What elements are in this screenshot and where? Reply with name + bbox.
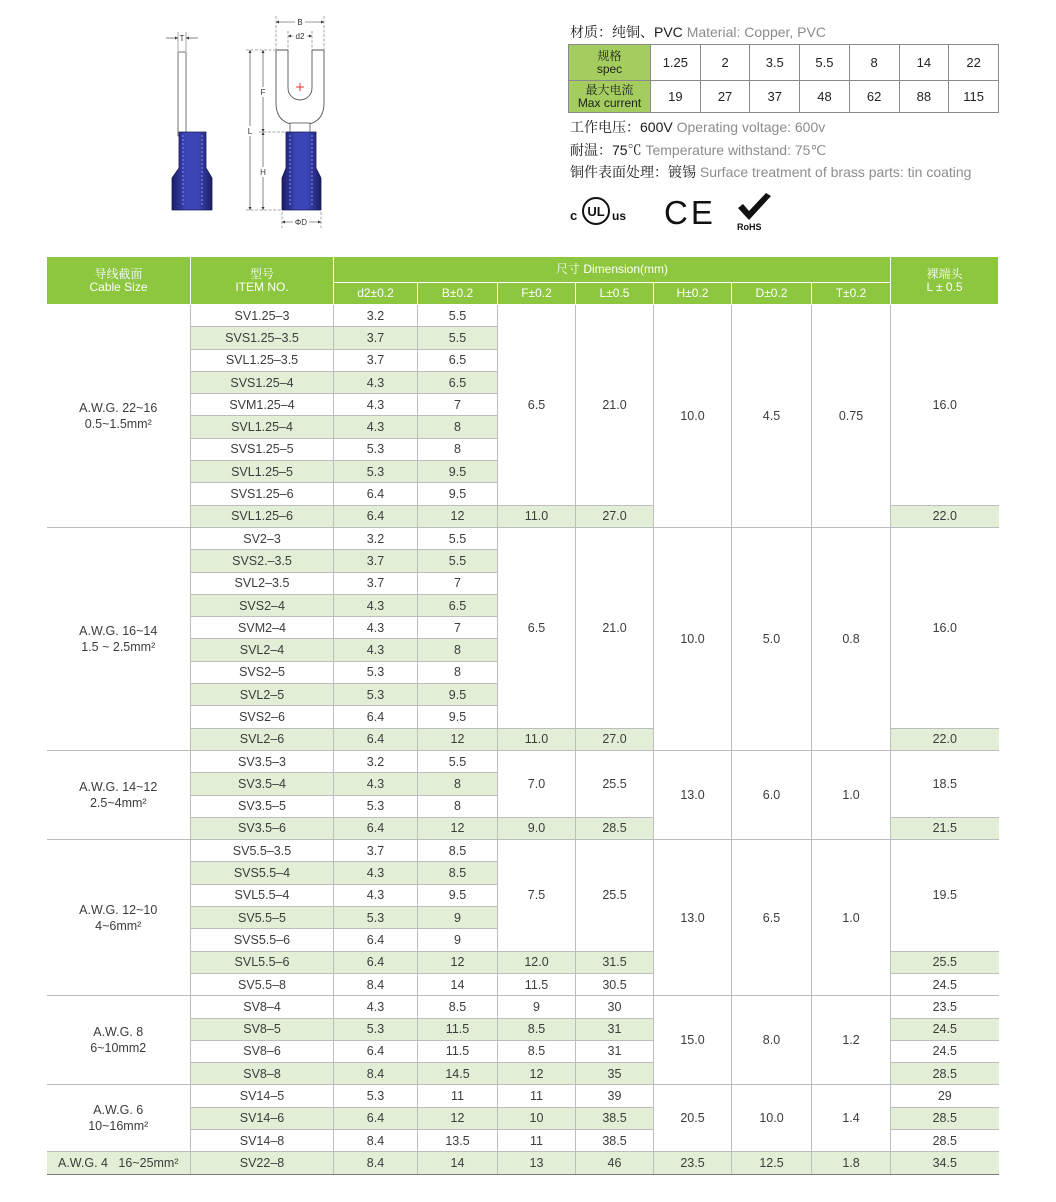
cell-d2: 5.3	[334, 684, 418, 706]
cell-l: 38.5	[576, 1129, 654, 1151]
cell-item-no: SVL2–3.5	[191, 572, 334, 594]
current-label-en: Max current	[577, 95, 642, 110]
current-label-cn: 最大电流	[585, 82, 634, 97]
cell-bare-l: 28.5	[891, 1063, 999, 1085]
side-view-pin	[178, 52, 186, 136]
spec-value: 3.5	[750, 45, 800, 81]
cell-item-no: SV3.5–6	[191, 817, 334, 839]
cell-d: 5.0	[732, 527, 812, 750]
cell-d2: 3.7	[334, 327, 418, 349]
cable-size-cell	[47, 527, 191, 750]
header-dimension: 尺寸 Dimension(mm)	[334, 257, 891, 283]
cell-d2: 6.4	[334, 728, 418, 750]
cell-b: 11.5	[418, 1018, 498, 1040]
ce-mark: CE	[664, 194, 716, 231]
cell-l: 27.0	[576, 728, 654, 750]
cell-d2: 4.3	[334, 617, 418, 639]
cell-f: 8.5	[498, 1040, 576, 1062]
cell-item-no: SV14–6	[191, 1107, 334, 1129]
cell-bare-l: 22.0	[891, 505, 999, 527]
dim-label-d2: d2	[295, 32, 305, 41]
cell-d2: 8.4	[334, 1063, 418, 1085]
cable-size-cell	[47, 1085, 191, 1152]
cell-d2: 6.4	[334, 1040, 418, 1062]
cell-d2: 4.3	[334, 773, 418, 795]
cell-b: 9	[418, 907, 498, 929]
cable-size-line: 10~16mm²	[88, 1119, 149, 1134]
cell-item-no: SVS2–4	[191, 594, 334, 616]
cell-f: 8.5	[498, 1018, 576, 1040]
spec-value: 8	[849, 45, 899, 81]
cell-t: 1.2	[812, 996, 891, 1085]
cell-t: 1.4	[812, 1085, 891, 1152]
cell-d2: 6.4	[334, 951, 418, 973]
spec-label-cn: 规格	[597, 48, 622, 63]
cell-item-no: SV8–5	[191, 1018, 334, 1040]
cell-d2: 8.4	[334, 1129, 418, 1151]
cell-bare-l: 19.5	[891, 840, 999, 951]
cell-item-no: SV14–8	[191, 1129, 334, 1151]
culus-us: us	[612, 209, 627, 223]
cell-bare-l: 24.5	[891, 1018, 999, 1040]
cell-item-no: SVS1.25–6	[191, 483, 334, 505]
cell-bare-l: 24.5	[891, 1040, 999, 1062]
cell-f: 13	[498, 1152, 576, 1174]
cell-t: 1.0	[812, 750, 891, 839]
cell-bare-l: 21.5	[891, 817, 999, 839]
cell-b: 8	[418, 639, 498, 661]
cell-b: 12	[418, 728, 498, 750]
cell-b: 8	[418, 438, 498, 460]
header-bare-cn: 裸端头	[926, 266, 963, 281]
cell-l: 31	[576, 1040, 654, 1062]
cell-b: 6.5	[418, 371, 498, 393]
certification-logos	[566, 190, 786, 234]
spec-row-label	[569, 45, 651, 81]
cell-d2: 3.2	[334, 750, 418, 772]
header-f: F±0.2	[498, 283, 576, 305]
center-mark-icon	[296, 83, 304, 91]
cell-item-no: SV8–6	[191, 1040, 334, 1062]
spec-value: 5.5	[800, 45, 850, 81]
rohs-mark: RoHS	[737, 222, 762, 232]
cell-b: 7	[418, 572, 498, 594]
cell-d2: 8.4	[334, 973, 418, 995]
cell-item-no: SV1.25–3	[191, 305, 334, 327]
cell-b: 9.5	[418, 884, 498, 906]
surface-treatment-en: Surface treatment of brass parts: tin coating	[699, 164, 972, 180]
cell-l: 30.5	[576, 973, 654, 995]
cell-b: 9	[418, 929, 498, 951]
cell-d2: 5.3	[334, 661, 418, 683]
cable-size-line: 6~10mm2	[90, 1041, 147, 1056]
cable-size-cell	[47, 750, 191, 839]
cell-item-no: SVS1.25–4	[191, 371, 334, 393]
dim-label-f: F	[260, 88, 266, 97]
cell-d2: 6.4	[334, 505, 418, 527]
dim-label-t: T	[179, 34, 185, 43]
header-d: D±0.2	[732, 283, 812, 305]
voltage-line	[570, 118, 825, 136]
cell-d2: 5.3	[334, 438, 418, 460]
cell-d2: 4.3	[334, 639, 418, 661]
cell-item-no: SV5.5–8	[191, 973, 334, 995]
dim-label-diameter: ΦD	[294, 218, 308, 227]
header-bare-en: L ± 0.5	[926, 279, 963, 294]
cell-b: 14	[418, 1152, 498, 1174]
header-l: L±0.5	[576, 283, 654, 305]
temperature-line	[570, 141, 826, 159]
material-en: Material: Copper, PVC	[686, 24, 826, 40]
max-current-value: 48	[800, 81, 850, 113]
header-cable-size	[47, 257, 191, 305]
max-current-value: 27	[700, 81, 750, 113]
culus-mark-icon	[570, 198, 626, 224]
cable-size-line: A.W.G. 4 16~25mm²	[57, 1155, 179, 1170]
cell-bare-l: 22.0	[891, 728, 999, 750]
cell-b: 5.5	[418, 550, 498, 572]
cell-bare-l: 34.5	[891, 1152, 999, 1174]
cell-d: 10.0	[732, 1085, 812, 1152]
cell-b: 11.5	[418, 1040, 498, 1062]
cell-item-no: SV14–5	[191, 1085, 334, 1107]
cell-bare-l: 28.5	[891, 1129, 999, 1151]
table-row	[47, 840, 999, 862]
table-row	[47, 305, 999, 327]
cell-l: 31	[576, 1018, 654, 1040]
cell-item-no: SVS1.25–3.5	[191, 327, 334, 349]
cell-b: 8	[418, 773, 498, 795]
terminal-technical-drawing	[150, 8, 350, 240]
cell-item-no: SV5.5–5	[191, 907, 334, 929]
side-view	[166, 32, 212, 210]
cell-f: 11.0	[498, 728, 576, 750]
cell-item-no: SVL1.25–3.5	[191, 349, 334, 371]
cell-b: 14.5	[418, 1063, 498, 1085]
cable-size-line: A.W.G. 12~10	[79, 902, 158, 917]
cell-item-no: SVL1.25–4	[191, 416, 334, 438]
cell-b: 8	[418, 416, 498, 438]
cell-b: 11	[418, 1085, 498, 1107]
cell-l: 35	[576, 1063, 654, 1085]
cell-b: 8	[418, 661, 498, 683]
cell-d2: 4.3	[334, 862, 418, 884]
cell-h: 10.0	[654, 305, 732, 528]
cell-b: 5.5	[418, 327, 498, 349]
cable-size-line: A.W.G. 16~14	[79, 623, 158, 638]
cell-h: 10.0	[654, 527, 732, 750]
cell-d2: 5.3	[334, 1018, 418, 1040]
cell-item-no: SVL2–4	[191, 639, 334, 661]
max-current-value: 37	[750, 81, 800, 113]
spec-current-table	[568, 44, 999, 113]
cell-d2: 3.7	[334, 550, 418, 572]
header-bare-end	[891, 257, 999, 305]
cell-d2: 3.7	[334, 572, 418, 594]
cell-d2: 4.3	[334, 371, 418, 393]
cell-l: 39	[576, 1085, 654, 1107]
cable-size-line: A.W.G. 8	[93, 1025, 144, 1040]
table-row	[47, 996, 999, 1018]
cell-d2: 5.3	[334, 461, 418, 483]
cell-item-no: SV3.5–5	[191, 795, 334, 817]
header-item-no	[191, 257, 334, 305]
cell-l: 21.0	[576, 305, 654, 506]
max-current-row-label	[569, 81, 651, 113]
cell-d: 6.5	[732, 840, 812, 996]
cell-bare-l: 25.5	[891, 951, 999, 973]
cell-item-no: SVS1.25–5	[191, 438, 334, 460]
cell-f: 6.5	[498, 305, 576, 506]
front-view-sleeve	[282, 132, 321, 210]
header-item-cn: 型号	[249, 266, 274, 281]
cell-item-no: SV3.5–3	[191, 750, 334, 772]
cell-f: 11.5	[498, 973, 576, 995]
cell-b: 12	[418, 1107, 498, 1129]
cell-b: 12	[418, 817, 498, 839]
cell-f: 7.5	[498, 840, 576, 951]
cell-d2: 5.3	[334, 795, 418, 817]
cell-item-no: SVL5.5–4	[191, 884, 334, 906]
header-d2: d2±0.2	[334, 283, 418, 305]
cell-item-no: SVL2–5	[191, 684, 334, 706]
cell-d2: 6.4	[334, 929, 418, 951]
cell-b: 8.5	[418, 840, 498, 862]
table-header	[47, 257, 999, 305]
cell-item-no: SV8–8	[191, 1063, 334, 1085]
cell-d2: 3.2	[334, 305, 418, 327]
cell-f: 12.0	[498, 951, 576, 973]
cell-item-no: SV8–4	[191, 996, 334, 1018]
cell-item-no: SVL1.25–6	[191, 505, 334, 527]
cell-b: 12	[418, 951, 498, 973]
max-current-value: 115	[949, 81, 999, 113]
spec-value: 22	[949, 45, 999, 81]
cell-b: 9.5	[418, 483, 498, 505]
cell-b: 12	[418, 505, 498, 527]
cell-b: 8	[418, 795, 498, 817]
cell-b: 9.5	[418, 706, 498, 728]
cell-l: 25.5	[576, 750, 654, 817]
cell-d2: 3.7	[334, 349, 418, 371]
spec-value: 1.25	[651, 45, 701, 81]
cell-l: 27.0	[576, 505, 654, 527]
cell-d: 8.0	[732, 996, 812, 1085]
side-view-sleeve	[172, 132, 212, 210]
header-cable-en: Cable Size	[89, 279, 148, 294]
cell-f: 11.0	[498, 505, 576, 527]
spec-row	[569, 45, 999, 81]
cell-f: 7.0	[498, 750, 576, 817]
cell-bare-l: 18.5	[891, 750, 999, 817]
surface-treatment-line	[570, 163, 971, 181]
cell-l: 31.5	[576, 951, 654, 973]
cable-size-line: A.W.G. 22~16	[79, 400, 158, 415]
cell-d2: 6.4	[334, 1107, 418, 1129]
cell-f: 11	[498, 1085, 576, 1107]
cell-d2: 3.2	[334, 527, 418, 549]
cable-size-cell	[47, 840, 191, 996]
culus-c: c	[570, 208, 578, 223]
cell-t: 0.8	[812, 527, 891, 750]
cell-bare-l: 16.0	[891, 527, 999, 728]
culus-ul: UL	[587, 204, 605, 219]
dim-label-l: L	[247, 127, 253, 136]
cell-item-no: SVS2–6	[191, 706, 334, 728]
cell-bare-l: 29	[891, 1085, 999, 1107]
cell-item-no: SVM2–4	[191, 617, 334, 639]
material-cn: 材质：纯铜、PVC	[570, 24, 683, 40]
cable-size-line: 2.5~4mm²	[89, 796, 147, 811]
dim-label-b: B	[297, 18, 303, 27]
cell-b: 13.5	[418, 1129, 498, 1151]
cell-item-no: SV22–8	[191, 1152, 334, 1174]
cell-b: 9.5	[418, 461, 498, 483]
cable-size-line: A.W.G. 6	[93, 1103, 144, 1118]
header-item-en: ITEM NO.	[235, 279, 289, 294]
table-row	[47, 750, 999, 772]
temperature-en: Temperature withstand: 75℃	[645, 142, 827, 158]
cell-d: 6.0	[732, 750, 812, 839]
table-row	[47, 1085, 999, 1107]
cell-b: 8.5	[418, 996, 498, 1018]
cell-f: 9.0	[498, 817, 576, 839]
cell-t: 0.75	[812, 305, 891, 528]
cell-d2: 4.3	[334, 996, 418, 1018]
cell-item-no: SV5.5–3.5	[191, 840, 334, 862]
cell-t: 1.0	[812, 840, 891, 996]
cell-h: 13.0	[654, 750, 732, 839]
cell-f: 9	[498, 996, 576, 1018]
cell-item-no: SVS2.–3.5	[191, 550, 334, 572]
cable-size-line: A.W.G. 14~12	[79, 780, 158, 795]
cell-l: 25.5	[576, 840, 654, 951]
cell-item-no: SVL2–6	[191, 728, 334, 750]
surface-treatment-cn: 铜件表面处理：镀锡	[570, 164, 696, 180]
cell-b: 6.5	[418, 349, 498, 371]
voltage-en: Operating voltage: 600v	[676, 119, 826, 135]
cell-b: 8.5	[418, 862, 498, 884]
header-h: H±0.2	[654, 283, 732, 305]
cell-item-no: SVS2–5	[191, 661, 334, 683]
cell-d2: 8.4	[334, 1152, 418, 1174]
header-t: T±0.2	[812, 283, 891, 305]
front-view	[276, 50, 324, 210]
temperature-cn: 耐温：75℃	[570, 142, 642, 158]
cell-t: 1.8	[812, 1152, 891, 1174]
header-row	[47, 257, 999, 283]
cell-d2: 4.3	[334, 416, 418, 438]
cell-item-no: SVM1.25–4	[191, 394, 334, 416]
cell-item-no: SVL5.5–6	[191, 951, 334, 973]
cell-d2: 5.3	[334, 907, 418, 929]
cell-l: 30	[576, 996, 654, 1018]
cell-b: 9.5	[418, 684, 498, 706]
cell-item-no: SVL1.25–5	[191, 461, 334, 483]
cell-h: 15.0	[654, 996, 732, 1085]
spec-label-en: spec	[596, 61, 623, 76]
cable-size-line: 1.5 ~ 2.5mm²	[81, 639, 156, 654]
header-b: B±0.2	[418, 283, 498, 305]
cell-d: 4.5	[732, 305, 812, 528]
max-current-row	[569, 81, 999, 113]
cell-h: 20.5	[654, 1085, 732, 1152]
header-cable-cn: 导线截面	[94, 266, 143, 281]
cell-item-no: SV2–3	[191, 527, 334, 549]
cell-b: 5.5	[418, 527, 498, 549]
spec-value: 14	[899, 45, 949, 81]
cell-f: 12	[498, 1063, 576, 1085]
cell-b: 6.5	[418, 594, 498, 616]
table-row	[47, 527, 999, 549]
table-body	[47, 305, 999, 1175]
cell-d2: 6.4	[334, 817, 418, 839]
cell-h: 13.0	[654, 840, 732, 996]
cell-d2: 6.4	[334, 706, 418, 728]
cell-d2: 4.3	[334, 884, 418, 906]
cell-item-no: SVS5.5–6	[191, 929, 334, 951]
cell-b: 7	[418, 394, 498, 416]
cell-d2: 6.4	[334, 483, 418, 505]
cell-f: 11	[498, 1129, 576, 1151]
cell-l: 21.0	[576, 527, 654, 728]
max-current-value: 62	[849, 81, 899, 113]
cell-b: 5.5	[418, 305, 498, 327]
dimension-table	[46, 256, 999, 1175]
cable-size-line: 0.5~1.5mm²	[84, 416, 152, 431]
max-current-value: 88	[899, 81, 949, 113]
cell-l: 38.5	[576, 1107, 654, 1129]
ce-mark-icon	[664, 194, 716, 231]
cell-b: 14	[418, 973, 498, 995]
cell-d2: 4.3	[334, 594, 418, 616]
cable-size-line: 4~6mm²	[95, 918, 142, 933]
cell-l: 28.5	[576, 817, 654, 839]
cell-item-no: SV3.5–4	[191, 773, 334, 795]
cable-size-cell	[47, 996, 191, 1085]
voltage-cn: 工作电压：600V	[570, 119, 673, 135]
max-current-value: 19	[651, 81, 701, 113]
material-line	[570, 23, 826, 41]
cell-d2: 3.7	[334, 840, 418, 862]
cell-bare-l: 24.5	[891, 973, 999, 995]
table-row	[47, 1152, 999, 1174]
dim-label-h: H	[260, 168, 266, 177]
cell-bare-l: 23.5	[891, 996, 999, 1018]
spec-value: 2	[700, 45, 750, 81]
cell-b: 7	[418, 617, 498, 639]
cell-item-no: SVS5.5–4	[191, 862, 334, 884]
cell-d2: 4.3	[334, 394, 418, 416]
cell-d2: 5.3	[334, 1085, 418, 1107]
cell-f: 6.5	[498, 527, 576, 728]
cell-f: 10	[498, 1107, 576, 1129]
cell-bare-l: 16.0	[891, 305, 999, 506]
cell-d: 12.5	[732, 1152, 812, 1174]
cable-size-cell	[47, 305, 191, 528]
cable-size-cell	[47, 1152, 191, 1174]
cell-b: 5.5	[418, 750, 498, 772]
rohs-mark-icon	[737, 193, 771, 232]
cell-l: 46	[576, 1152, 654, 1174]
cell-h: 23.5	[654, 1152, 732, 1174]
cell-bare-l: 28.5	[891, 1107, 999, 1129]
